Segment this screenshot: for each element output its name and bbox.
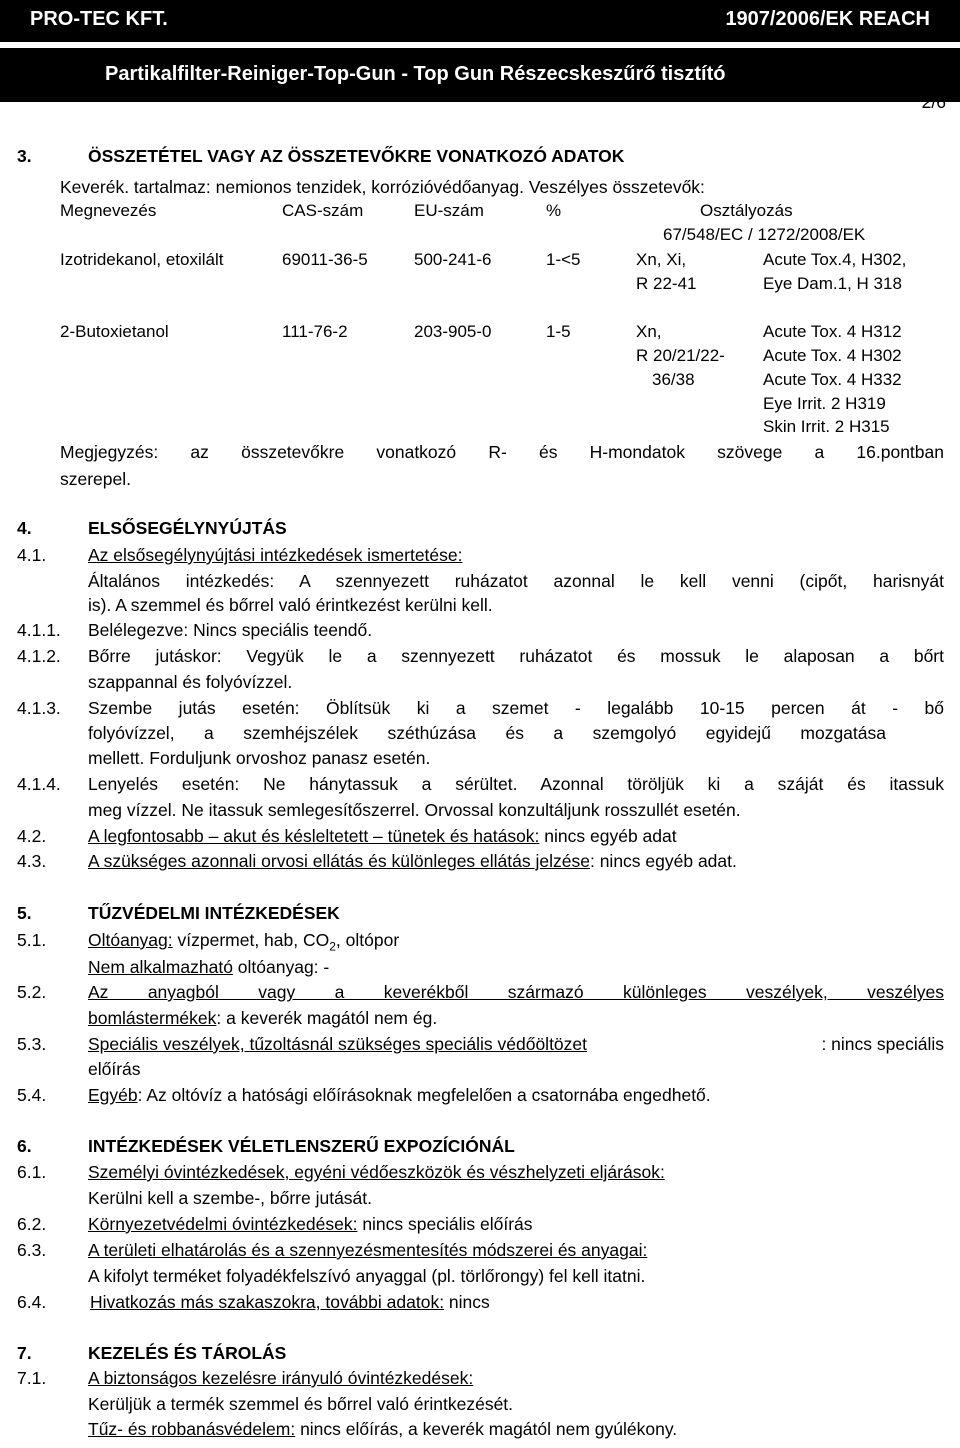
item-4-3-text bbox=[88, 851, 737, 872]
item-4-1-2-text-line-2: szappannal és folyóvízzel. bbox=[88, 672, 293, 692]
item-6-4-heading: Hivatkozás más szakaszokra, további adatok: bbox=[90, 1292, 445, 1312]
item-5-1-heading: Oltóanyag: bbox=[88, 930, 173, 950]
section-4-number: 4. bbox=[17, 518, 32, 538]
item-5-1-value: vízpermet, hab, CO bbox=[172, 930, 330, 950]
item-6-3-text: A kifolyt terméket folyadékfelszívó anyaggal (pl. törlőrongy) fel kell itatni. bbox=[88, 1266, 646, 1286]
table-row-1-percent: 1-<5 bbox=[546, 250, 581, 269]
item-6-2-heading: Környezetvédelmi óvintézkedések: bbox=[88, 1214, 358, 1234]
item-6-2-text bbox=[88, 1214, 533, 1235]
section-7-number: 7. bbox=[17, 1343, 32, 1363]
section-5-number: 5. bbox=[17, 903, 32, 923]
section-3-number: 3. bbox=[17, 146, 32, 166]
section-3-title: ÖSSZETÉTEL VAGY AZ ÖSSZETEVŐKRE VONATKOZÓ ADATOK bbox=[88, 146, 625, 166]
table-row-2-r-line-2: R 20/21/22- bbox=[636, 346, 725, 365]
col-header-classification: Osztályozás bbox=[700, 201, 793, 220]
item-4-1-4-text-line-2: meg vízzel. Ne itassuk semlegesítőszerrel. Orvossal konzultáljunk rosszullét esetén. bbox=[88, 800, 741, 820]
table-row-2-eu: 203-905-0 bbox=[414, 322, 492, 341]
item-6-1-heading: Személyi óvintézkedések, egyéni védőeszközök és vészhelyzeti eljárások: bbox=[88, 1162, 665, 1182]
col-header-percent: % bbox=[546, 201, 562, 220]
item-6-4-number: 6.4. bbox=[17, 1292, 47, 1312]
item-6-3-heading: A területi elhatárolás és a szennyezésmentesítés módszerei és anyagai: bbox=[88, 1240, 648, 1260]
item-5-2-text-line-1: Az anyagból vagy a keverékből származó különleges veszélyek, veszélyes bbox=[88, 982, 944, 1002]
item-4-2-number: 4.2. bbox=[17, 826, 47, 846]
item-5-4-value: : Az oltóvíz a hatósági előírásoknak megfelelően a csatornába engedhető. bbox=[137, 1085, 711, 1105]
col-header-eu: EU-szám bbox=[414, 201, 484, 220]
item-6-4-value: nincs bbox=[444, 1292, 490, 1312]
item-4-1-3-text-line-1: Szembe jutás esetén: Öblítsük ki a szemet - legalább 10-15 percen át - bő bbox=[88, 698, 944, 718]
col-header-cas: CAS-szám bbox=[282, 201, 364, 220]
item-4-1-1-text: Belélegezve: Nincs speciális teendő. bbox=[88, 620, 373, 640]
company-name: PRO-TEC KFT. bbox=[30, 8, 168, 30]
item-7-1-heading: A biztonságos kezelésre irányuló óvintézkedések: bbox=[88, 1368, 474, 1388]
item-5-3-text-line-2: előírás bbox=[88, 1059, 141, 1079]
item-5-1-value-end: , oltópor bbox=[335, 930, 400, 950]
item-6-1-text: Kerülni kell a szembe-, bőrre jutását. bbox=[88, 1188, 373, 1208]
table-row-1-h-line-1: Acute Tox.4, H302, bbox=[763, 250, 907, 269]
item-4-1-number: 4.1. bbox=[17, 545, 47, 565]
item-5-2-heading-end: bomlástermékek bbox=[88, 1008, 217, 1028]
item-4-1-3-text-line-3: mellett. Forduljunk orvoshoz panasz esetén. bbox=[88, 748, 431, 768]
table-row-1-h-line-2: Eye Dam.1, H 318 bbox=[763, 274, 902, 293]
section-3-intro: Keverék. tartalmaz: nemionos tenzidek, korrózióvédőanyag. Veszélyes összetevők: bbox=[60, 177, 705, 197]
item-4-3-heading: A szükséges azonnali orvosi ellátás és különleges ellátás jelzése bbox=[88, 851, 590, 871]
item-4-2-value: nincs egyéb adat bbox=[539, 826, 677, 846]
item-4-3-value: : nincs egyéb adat. bbox=[589, 851, 737, 871]
section-5-title: TŰZVÉDELMI INTÉZKEDÉSEK bbox=[88, 903, 340, 923]
section-4-title: ELSŐSEGÉLYNYÚJTÁS bbox=[88, 518, 287, 538]
item-5-1-number: 5.1. bbox=[17, 930, 47, 950]
item-5-4-text bbox=[88, 1085, 711, 1106]
item-4-1-3-number: 4.1.3. bbox=[17, 698, 61, 718]
item-5-1b-value: oltóanyag: - bbox=[232, 957, 330, 977]
item-6-3-number: 6.3. bbox=[17, 1240, 47, 1260]
item-7-1-text-line-3 bbox=[88, 1419, 677, 1440]
table-row-2-r-line-1: Xn, bbox=[636, 322, 662, 341]
table-row-2-h-line-5: Skin Irrit. 2 H315 bbox=[763, 417, 890, 436]
table-row-2-h-line-3: Acute Tox. 4 H332 bbox=[763, 370, 902, 389]
header-band bbox=[0, 0, 960, 42]
item-4-3-number: 4.3. bbox=[17, 851, 47, 871]
regulation-ref: 1907/2006/EK REACH bbox=[725, 8, 930, 30]
item-4-1-text-line-1: Általános intézkedés: A szennyezett ruházatot azonnal le kell venni (cipőt, harisnyát bbox=[88, 571, 944, 591]
item-4-1-heading: Az elsősegélynyújtási intézkedések ismertetése: bbox=[88, 545, 463, 565]
item-4-1-2-number: 4.1.2. bbox=[17, 646, 61, 666]
item-5-1-subscript: 2 bbox=[329, 939, 336, 954]
table-row-2-h-line-1: Acute Tox. 4 H312 bbox=[763, 322, 902, 341]
item-5-2-value: : a keverék magától nem ég. bbox=[216, 1008, 438, 1028]
table-row-1-r-line-1: Xn, Xi, bbox=[636, 250, 687, 269]
item-6-4-text bbox=[90, 1292, 490, 1313]
item-5-4-number: 5.4. bbox=[17, 1085, 47, 1105]
col-header-name: Megnevezés bbox=[60, 201, 157, 220]
table-row-1-cas: 69011-36-5 bbox=[282, 250, 368, 269]
table-row-2-percent: 1-5 bbox=[546, 322, 571, 341]
item-5-2-number: 5.2. bbox=[17, 982, 47, 1002]
item-6-2-value: nincs speciális előírás bbox=[357, 1214, 533, 1234]
item-5-1b-heading: Nem alkalmazható bbox=[88, 957, 233, 977]
section-3-note-line-1: Megjegyzés: az összetevőkre vonatkozó R- és H-mondatok szövege a 16.pontban bbox=[60, 442, 944, 462]
item-4-1-3-text-line-2: folyóvízzel, a szemhéjszélek széthúzása és a szemgolyó egyidejű mozgatása bbox=[88, 723, 886, 743]
item-4-1-text-line-2: is). A szemmel és bőrrel való érintkezést kerülni kell. bbox=[88, 595, 493, 615]
product-band bbox=[0, 48, 960, 102]
item-5-3-text-line-1 bbox=[88, 1034, 944, 1055]
item-5-3-heading: Speciális veszélyek, tűzoltásnál szükséges speciális védőöltözet bbox=[88, 1034, 588, 1054]
col-header-classification-sub: 67/548/EC / 1272/2008/EK bbox=[663, 225, 866, 244]
table-row-2-r-line-3: 36/38 bbox=[652, 370, 695, 389]
item-5-3-value: : nincs speciális bbox=[821, 1034, 944, 1054]
item-5-2-text-line-2 bbox=[88, 1008, 437, 1029]
item-6-1-number: 6.1. bbox=[17, 1162, 47, 1182]
product-title: Partikalfilter-Reiniger-Top-Gun - Top Gun Részecskeszűrő tisztító bbox=[105, 63, 726, 85]
item-4-1-4-number: 4.1.4. bbox=[17, 774, 61, 794]
item-5-3-number: 5.3. bbox=[17, 1034, 47, 1054]
section-6-number: 6. bbox=[17, 1136, 32, 1156]
table-row-1-r-line-2: R 22-41 bbox=[636, 274, 697, 293]
page-number: 2/6 bbox=[921, 92, 946, 112]
item-4-1-2-text-line-1: Bőrre jutáskor: Vegyük le a szennyezett ruházatot és mossuk le alaposan a bőrt bbox=[88, 646, 944, 666]
item-6-2-number: 6.2. bbox=[17, 1214, 47, 1234]
table-row-2-h-line-4: Eye Irrit. 2 H319 bbox=[763, 394, 886, 413]
item-5-1-text bbox=[88, 930, 399, 954]
section-3-note-line-2: szerepel. bbox=[60, 469, 132, 489]
item-4-2-heading: A legfontosabb – akut és késleltetett – tünetek és hatások: bbox=[88, 826, 540, 846]
item-7-1b-heading: Tűz- és robbanásvédelem: bbox=[88, 1419, 296, 1439]
item-7-1b-value: nincs előírás, a keverék magától nem gyúlékony. bbox=[295, 1419, 678, 1439]
item-4-1-1-number: 4.1.1. bbox=[17, 620, 61, 640]
item-7-1-text-line-2: Kerüljük a termék szemmel és bőrrel való érintkezését. bbox=[88, 1394, 514, 1414]
section-6-title: INTÉZKEDÉSEK VÉLETLENSZERŰ EXPOZÍCIÓNÁL bbox=[88, 1136, 515, 1156]
item-5-4-heading: Egyéb bbox=[88, 1085, 138, 1105]
section-7-title: KEZELÉS ÉS TÁROLÁS bbox=[88, 1343, 287, 1363]
table-row-1-name: Izotridekanol, etoxilált bbox=[60, 250, 224, 269]
item-4-2-text bbox=[88, 826, 677, 847]
item-7-1-number: 7.1. bbox=[17, 1368, 47, 1388]
item-4-1-4-text-line-1: Lenyelés esetén: Ne hánytassuk a sérültet. Azonnal töröljük ki a száját és itassuk bbox=[88, 774, 944, 794]
table-row-2-name: 2-Butoxietanol bbox=[60, 322, 169, 341]
table-row-2-h-line-2: Acute Tox. 4 H302 bbox=[763, 346, 902, 365]
item-5-1-line-2 bbox=[88, 957, 329, 978]
table-row-2-cas: 111-76-2 bbox=[282, 322, 348, 341]
table-row-1-eu: 500-241-6 bbox=[414, 250, 492, 269]
